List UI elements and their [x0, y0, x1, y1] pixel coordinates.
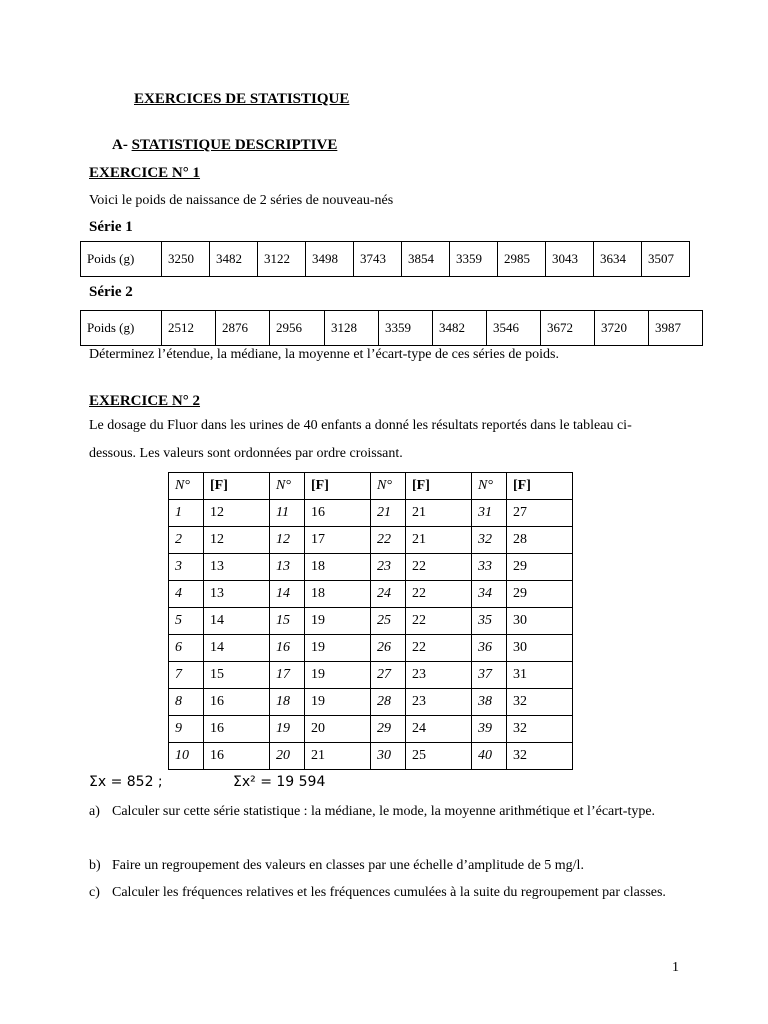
question-text: Calculer les fréquences relatives et les fréquences cumulées à la suite du regroupement par classes. — [112, 885, 666, 900]
fluor-table-row — [169, 500, 573, 527]
serie-1-row-label: Poids (g) — [81, 242, 162, 277]
fluor-table-row — [169, 554, 573, 581]
child-number-cell: 14 — [270, 581, 305, 608]
fluor-value-cell: 25 — [406, 743, 472, 770]
fluor-value-cell: 21 — [406, 500, 472, 527]
serie-2-value: 3359 — [379, 311, 433, 346]
child-number-cell: 7 — [169, 662, 204, 689]
serie-1-row — [81, 242, 690, 277]
serie-1-value: 3482 — [210, 242, 258, 277]
header-n: N° — [169, 473, 204, 500]
serie-2-value: 2876 — [216, 311, 270, 346]
fluor-value-cell: 15 — [204, 662, 270, 689]
fluor-table-row — [169, 581, 573, 608]
exercise-1-intro: Voici le poids de naissance de 2 séries de nouveau-nés — [89, 193, 394, 208]
fluor-value-cell: 24 — [406, 716, 472, 743]
child-number-cell: 3 — [169, 554, 204, 581]
serie-1-label: Série 1 — [89, 219, 133, 235]
question-label: c) — [89, 885, 100, 900]
child-number-cell: 29 — [371, 716, 406, 743]
fluor-table-row — [169, 662, 573, 689]
child-number-cell: 18 — [270, 689, 305, 716]
serie-2-value: 3720 — [595, 311, 649, 346]
fluor-value-cell: 19 — [305, 689, 371, 716]
fluor-value-cell: 21 — [406, 527, 472, 554]
fluor-table-row — [169, 608, 573, 635]
child-number-cell: 19 — [270, 716, 305, 743]
serie-1-value: 3250 — [162, 242, 210, 277]
header-f: [F] — [204, 473, 270, 500]
section-prefix: A- — [112, 137, 128, 153]
child-number-cell: 5 — [169, 608, 204, 635]
page-number: 1 — [672, 960, 679, 975]
fluor-value-cell: 32 — [507, 743, 573, 770]
child-number-cell: 10 — [169, 743, 204, 770]
question-b — [89, 852, 681, 880]
serie-2-table — [80, 310, 703, 346]
child-number-cell: 25 — [371, 608, 406, 635]
sum-x: Σx = 852 ; — [89, 774, 163, 790]
fluor-value-cell: 16 — [204, 689, 270, 716]
fluor-value-cell: 19 — [305, 608, 371, 635]
child-number-cell: 12 — [270, 527, 305, 554]
child-number-cell: 11 — [270, 500, 305, 527]
child-number-cell: 31 — [472, 500, 507, 527]
serie-2-label: Série 2 — [89, 284, 133, 300]
question-label: a) — [89, 804, 100, 819]
child-number-cell: 13 — [270, 554, 305, 581]
fluor-value-cell: 23 — [406, 689, 472, 716]
fluor-value-cell: 19 — [305, 662, 371, 689]
header-f: [F] — [305, 473, 371, 500]
fluor-value-cell: 23 — [406, 662, 472, 689]
serie-1-value: 3043 — [546, 242, 594, 277]
child-number-cell: 4 — [169, 581, 204, 608]
child-number-cell: 6 — [169, 635, 204, 662]
fluor-value-cell: 13 — [204, 554, 270, 581]
child-number-cell: 37 — [472, 662, 507, 689]
serie-1-value: 3507 — [642, 242, 690, 277]
serie-1-value: 3359 — [450, 242, 498, 277]
question-c — [89, 879, 681, 907]
child-number-cell: 2 — [169, 527, 204, 554]
fluor-value-cell: 13 — [204, 581, 270, 608]
child-number-cell: 32 — [472, 527, 507, 554]
serie-1-value: 3122 — [258, 242, 306, 277]
exercise-2-heading: EXERCICE N° 2 — [89, 393, 201, 409]
fluor-value-cell: 27 — [507, 500, 573, 527]
fluor-value-cell: 16 — [204, 743, 270, 770]
child-number-cell: 9 — [169, 716, 204, 743]
child-number-cell: 26 — [371, 635, 406, 662]
serie-2-value: 3672 — [541, 311, 595, 346]
fluor-table-row — [169, 689, 573, 716]
child-number-cell: 17 — [270, 662, 305, 689]
exercise-2-intro-line-1: Le dosage du Fluor dans les urines de 40 enfants a donné les résultats reportés dans le tableau ci- — [89, 418, 632, 433]
fluor-value-cell: 14 — [204, 608, 270, 635]
question-text: Calculer sur cette série statistique : la médiane, le mode, la moyenne arithmétique et l’écart-type. — [112, 804, 656, 819]
serie-2-value: 2956 — [270, 311, 325, 346]
fluor-value-cell: 22 — [406, 635, 472, 662]
child-number-cell: 34 — [472, 581, 507, 608]
fluor-value-cell: 14 — [204, 635, 270, 662]
header-f: [F] — [507, 473, 573, 500]
fluor-table-header — [169, 473, 573, 500]
exercise-2-intro-line-2: dessous. Les valeurs sont ordonnées par ordre croissant. — [89, 446, 403, 461]
fluor-value-cell: 31 — [507, 662, 573, 689]
fluor-table-row — [169, 716, 573, 743]
fluor-value-cell: 28 — [507, 527, 573, 554]
serie-2-value: 3987 — [649, 311, 703, 346]
fluor-value-cell: 12 — [204, 527, 270, 554]
question-text: Faire un regroupement des valeurs en classes par une échelle d’amplitude de 5 mg/l. — [112, 858, 584, 873]
serie-1-table — [80, 241, 690, 277]
serie-2-row-label: Poids (g) — [81, 311, 162, 346]
fluor-value-cell: 20 — [305, 716, 371, 743]
section-title: STATISTIQUE DESCRIPTIVE — [131, 137, 338, 153]
header-n: N° — [371, 473, 406, 500]
fluor-value-cell: 19 — [305, 635, 371, 662]
serie-2-value: 3546 — [487, 311, 541, 346]
child-number-cell: 40 — [472, 743, 507, 770]
fluor-value-cell: 29 — [507, 554, 573, 581]
document-title: EXERCICES DE STATISTIQUE — [134, 91, 350, 107]
serie-1-value: 3854 — [402, 242, 450, 277]
child-number-cell: 28 — [371, 689, 406, 716]
child-number-cell: 20 — [270, 743, 305, 770]
fluor-value-cell: 32 — [507, 689, 573, 716]
fluor-table-row — [169, 743, 573, 770]
header-f: [F] — [406, 473, 472, 500]
fluor-value-cell: 29 — [507, 581, 573, 608]
fluor-value-cell: 12 — [204, 500, 270, 527]
fluor-value-cell: 30 — [507, 635, 573, 662]
fluor-value-cell: 17 — [305, 527, 371, 554]
serie-2-value: 3482 — [433, 311, 487, 346]
child-number-cell: 36 — [472, 635, 507, 662]
child-number-cell: 21 — [371, 500, 406, 527]
fluor-value-cell: 18 — [305, 554, 371, 581]
header-n: N° — [270, 473, 305, 500]
fluor-value-cell: 22 — [406, 581, 472, 608]
fluor-value-cell: 22 — [406, 608, 472, 635]
child-number-cell: 27 — [371, 662, 406, 689]
fluor-value-cell: 21 — [305, 743, 371, 770]
fluor-table-row — [169, 527, 573, 554]
child-number-cell: 1 — [169, 500, 204, 527]
fluor-table-body — [169, 473, 573, 770]
exercise-1-instruction: Déterminez l’étendue, la médiane, la moyenne et l’écart-type de ces séries de poids. — [89, 347, 559, 362]
serie-1-value: 3498 — [306, 242, 354, 277]
fluor-table — [168, 472, 573, 770]
fluor-value-cell: 16 — [204, 716, 270, 743]
fluor-value-cell: 32 — [507, 716, 573, 743]
serie-1-value: 3743 — [354, 242, 402, 277]
section-heading — [112, 137, 337, 154]
child-number-cell: 16 — [270, 635, 305, 662]
child-number-cell: 39 — [472, 716, 507, 743]
fluor-table-row — [169, 635, 573, 662]
child-number-cell: 8 — [169, 689, 204, 716]
child-number-cell: 30 — [371, 743, 406, 770]
child-number-cell: 35 — [472, 608, 507, 635]
child-number-cell: 24 — [371, 581, 406, 608]
child-number-cell: 38 — [472, 689, 507, 716]
question-a — [89, 798, 681, 826]
child-number-cell: 15 — [270, 608, 305, 635]
serie-2-row — [81, 311, 703, 346]
sum-x-squared: Σx² = 19 594 — [233, 774, 326, 790]
child-number-cell: 23 — [371, 554, 406, 581]
child-number-cell: 22 — [371, 527, 406, 554]
question-label: b) — [89, 858, 101, 873]
exercise-1-heading: EXERCICE N° 1 — [89, 165, 201, 181]
serie-1-value: 3634 — [594, 242, 642, 277]
serie-2-value: 3128 — [325, 311, 379, 346]
serie-2-value: 2512 — [162, 311, 216, 346]
fluor-value-cell: 22 — [406, 554, 472, 581]
fluor-value-cell: 16 — [305, 500, 371, 527]
fluor-value-cell: 18 — [305, 581, 371, 608]
fluor-value-cell: 30 — [507, 608, 573, 635]
child-number-cell: 33 — [472, 554, 507, 581]
header-n: N° — [472, 473, 507, 500]
serie-1-value: 2985 — [498, 242, 546, 277]
